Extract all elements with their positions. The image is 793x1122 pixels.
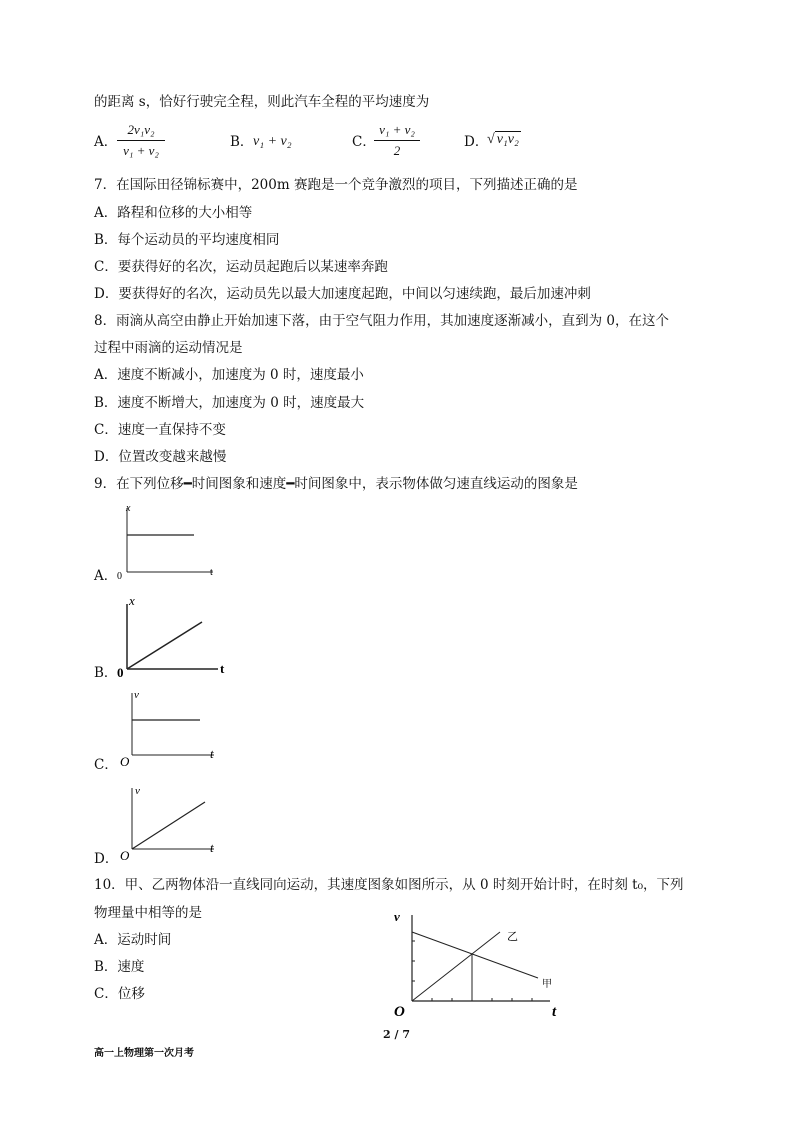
q8-option-b: B．速度不断增大，加速度为 0 时，速度最大 [94, 395, 365, 411]
q6-option-c-denominator: 2 [393, 143, 401, 158]
question-8-stem-line2: 过程中雨滴的运动情况是 [94, 340, 243, 356]
q9-graph-d [110, 780, 230, 865]
q9-graph-a [110, 500, 220, 580]
question-8-stem-line1: 8．雨滴从高空由静止开始加速下落，由于空气阻力作用，其加速度逐渐减小，直到为 0，在这个 [94, 313, 669, 329]
q9-option-a-label: A． [94, 568, 118, 584]
q6-option-a-denominator: v₁ + v₂ [123, 143, 159, 158]
q6-option-c-label: C． [352, 134, 376, 150]
q6-option-a-formula [117, 122, 165, 159]
sqrt-icon: √ [487, 132, 495, 147]
q9-option-c-label: C． [94, 757, 118, 773]
q9-option-d-label: D． [94, 851, 119, 867]
graph-line-rising [132, 802, 205, 849]
q7-option-c: C．要获得好的名次，运动员起跑后以某速率奔跑 [94, 259, 388, 275]
graph-line-rising [127, 622, 202, 669]
y-axis-label: x [126, 503, 131, 514]
q10-option-a: A．运动时间 [94, 932, 172, 948]
q8-option-a: A．速度不断减小，加速度为 0 时，速度最小 [94, 367, 364, 383]
q6-option-d-formula [487, 132, 521, 148]
q6-option-d-radicand: v₁v₂ [496, 132, 519, 147]
q9-graph-c [110, 685, 230, 770]
line-yi [412, 932, 500, 1001]
question-7-stem: 7．在国际田径锦标赛中，200m 赛跑是一个竞争激烈的项目，下列描述正确的是 [94, 177, 578, 193]
x-axis-label: t [210, 840, 214, 855]
q7-option-a: A．路程和位移的大小相等 [94, 205, 253, 221]
question-10-stem-line2: 物理量中相等的是 [94, 905, 202, 921]
line-jia-label: 甲 [542, 979, 552, 990]
origin-label: 0 [117, 665, 124, 680]
q8-option-c: C．速度一直保持不变 [94, 422, 226, 438]
x-axis-label: t [210, 746, 214, 761]
question-10-stem-line1: 10．甲、乙两物体沿一直线同向运动，其速度图象如图所示，从 0 时刻开始计时，在时刻 t₀，下列 [94, 877, 684, 893]
q7-option-d: D．要获得好的名次，运动员先以最大加速度起跑，中间以匀速续跑，最后加速冲刺 [94, 286, 591, 302]
q6-option-c-formula [374, 122, 420, 159]
q6-option-b-label: B． [230, 134, 254, 150]
line-yi-label: 乙 [507, 931, 518, 943]
origin-label: 0 [117, 571, 122, 582]
question-9-stem: 9．在下列位移━时间图象和速度━时间图象中，表示物体做匀速直线运动的图象是 [94, 476, 578, 492]
q10-velocity-graph [390, 905, 575, 1020]
origin-label: O [120, 848, 130, 863]
q8-option-d: D．位置改变越来越慢 [94, 449, 227, 465]
origin-label: O [394, 1004, 405, 1020]
x-axis-label: t [220, 661, 225, 676]
q6-option-a-numerator: 2v₁v₂ [127, 122, 155, 137]
q10-option-c: C．位移 [94, 986, 145, 1002]
q7-option-b: B．每个运动员的平均速度相同 [94, 232, 280, 248]
question-6-stem-tail: 的距离 s，恰好行驶完全程，则此汽车全程的平均速度为 [94, 94, 430, 110]
y-axis-label: v [135, 785, 140, 797]
q9-option-b-label: B． [94, 665, 118, 681]
q6-option-d-label: D． [464, 134, 489, 150]
q6-option-c-numerator: v₁ + v₂ [379, 122, 415, 137]
page-number: 2 / 7 [383, 1028, 410, 1041]
x-axis-label: t [210, 567, 213, 578]
q6-option-a-label: A． [94, 134, 118, 150]
page-footer: 高一上物理第一次月考 [94, 1048, 194, 1059]
y-axis-label: v [394, 909, 400, 924]
x-axis-label: t [552, 1004, 557, 1020]
q6-option-b-formula: v₁ + v₂ [253, 134, 292, 149]
q9-graph-b [110, 590, 230, 680]
q10-option-b: B．速度 [94, 959, 145, 975]
y-axis-label: x [129, 593, 135, 608]
y-axis-label: v [134, 689, 139, 701]
line-jia [412, 932, 538, 978]
origin-label: O [120, 754, 130, 769]
